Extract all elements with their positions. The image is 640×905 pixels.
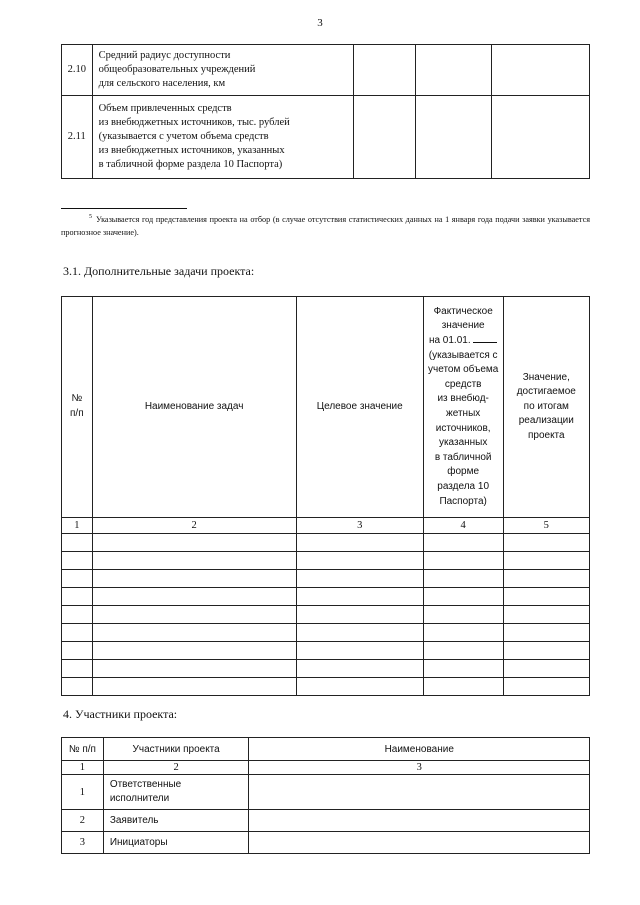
empty-cell[interactable] (296, 624, 423, 642)
empty-cell[interactable] (296, 552, 423, 570)
empty-cell[interactable] (92, 534, 296, 552)
empty-cell[interactable] (353, 96, 416, 179)
empty-cell[interactable] (62, 624, 93, 642)
header-num (62, 297, 93, 518)
column-number: 2 (92, 518, 296, 534)
blank-year-line (473, 334, 497, 343)
row-number: 3 (62, 832, 104, 854)
table-row (62, 678, 590, 696)
text-line: исполнители (109, 793, 170, 804)
empty-cell[interactable] (503, 588, 589, 606)
participants-table (61, 737, 590, 854)
text-line: Значение, (522, 371, 570, 383)
empty-cell[interactable] (92, 552, 296, 570)
text-line: источников, (435, 422, 491, 434)
participant-role: Инициаторы (103, 832, 249, 854)
text-line: Средний радиус доступности (98, 50, 231, 61)
text-line: № (71, 393, 83, 405)
empty-cell[interactable] (296, 678, 423, 696)
text-line: форме (447, 466, 480, 478)
empty-cell[interactable] (92, 624, 296, 642)
empty-cell[interactable] (503, 624, 589, 642)
footnote-text: Указывается год представления проекта на отбор (в случае отсутствия статистических данных на 1 января года подачи заявки указывается прогнозное значение). (61, 215, 590, 237)
text-line: учетом объема (428, 364, 499, 376)
text-line: общеобразовательных учреждений (98, 64, 256, 75)
empty-cell[interactable] (62, 534, 93, 552)
empty-cell[interactable] (423, 678, 503, 696)
empty-cell[interactable] (249, 775, 590, 810)
empty-cell[interactable] (92, 606, 296, 624)
text-line: в табличной (434, 451, 492, 463)
table-row (62, 45, 590, 96)
column-number: 3 (249, 761, 590, 775)
table-row (62, 832, 590, 854)
empty-cell[interactable] (423, 606, 503, 624)
text-fragment: на 01.01. (428, 335, 471, 347)
indicators-table (61, 44, 590, 179)
text-line: в табличной форме раздела 10 Паспорта) (98, 159, 283, 170)
column-number: 2 (103, 761, 249, 775)
row-number: 2.10 (62, 45, 93, 96)
empty-cell[interactable] (249, 810, 590, 832)
section-title: 3.1. Дополнительные задачи проекта: (63, 264, 255, 278)
table-header-row (62, 297, 590, 518)
column-numbers-row (62, 761, 590, 775)
empty-cell[interactable] (296, 534, 423, 552)
empty-cell[interactable] (423, 588, 503, 606)
indicator-name (92, 45, 353, 96)
section-title: 4. Участники проекта: (63, 707, 178, 721)
text-line: раздела 10 (437, 480, 490, 492)
empty-cell[interactable] (92, 642, 296, 660)
empty-cell[interactable] (423, 642, 503, 660)
footnote-divider (61, 208, 187, 209)
empty-cell[interactable] (296, 642, 423, 660)
table-row (62, 588, 590, 606)
text-line: (указывается с (428, 349, 498, 361)
empty-cell[interactable] (62, 570, 93, 588)
indicator-name (92, 96, 353, 179)
empty-cell[interactable] (416, 96, 492, 179)
row-number: 2 (62, 810, 104, 832)
empty-cell[interactable] (503, 552, 589, 570)
header-target-value: Целевое значение (296, 297, 423, 518)
table-row (62, 534, 590, 552)
header-num: № п/п (62, 738, 104, 761)
page-number: 3 (317, 17, 323, 29)
row-number: 1 (62, 775, 104, 810)
footnote-marker: 5 (89, 214, 92, 220)
table-row (62, 624, 590, 642)
table-row (62, 552, 590, 570)
table-row (62, 775, 590, 810)
empty-cell[interactable] (353, 45, 416, 96)
empty-cell[interactable] (296, 660, 423, 678)
table-header-row (62, 738, 590, 761)
additional-tasks-table (61, 296, 590, 696)
text-line: средств (444, 378, 482, 390)
empty-cell[interactable] (92, 678, 296, 696)
empty-cell[interactable] (503, 606, 589, 624)
empty-cell[interactable] (92, 570, 296, 588)
empty-cell[interactable] (249, 832, 590, 854)
text-line: из внебюджетных источников, указанных (98, 145, 285, 156)
text-line: (указывается с учетом объема средств (98, 131, 269, 142)
column-number: 4 (423, 518, 503, 534)
empty-cell[interactable] (423, 660, 503, 678)
empty-cell[interactable] (62, 660, 93, 678)
header-achieved-value (503, 297, 589, 518)
header-task-name: Наименование задач (92, 297, 296, 518)
table-row (62, 810, 590, 832)
text-line: Объем привлеченных средств (98, 103, 232, 114)
text-line: проекта (527, 429, 565, 441)
empty-cell[interactable] (503, 678, 589, 696)
empty-cell[interactable] (62, 552, 93, 570)
text-line: Ответственные (109, 779, 182, 790)
text-line (424, 334, 503, 349)
empty-cell[interactable] (492, 96, 590, 179)
empty-cell[interactable] (62, 606, 93, 624)
empty-cell[interactable] (503, 570, 589, 588)
text-line: для сельского населения, км (98, 78, 226, 89)
text-line: указанных (438, 437, 488, 449)
empty-cell[interactable] (503, 660, 589, 678)
participant-role (103, 775, 249, 810)
header-actual-value (423, 297, 503, 518)
empty-cell[interactable] (296, 606, 423, 624)
text-line: достигаемое (516, 386, 576, 398)
text-line: жетных (446, 408, 481, 419)
empty-cell[interactable] (62, 588, 93, 606)
column-number: 1 (62, 518, 93, 534)
empty-cell[interactable] (423, 570, 503, 588)
empty-cell[interactable] (62, 678, 93, 696)
text-line: Фактическое (433, 305, 493, 317)
empty-cell[interactable] (423, 534, 503, 552)
column-number: 1 (62, 761, 104, 775)
text-line: из внебюд- (437, 393, 489, 405)
empty-cell[interactable] (296, 570, 423, 588)
column-numbers-row (62, 518, 590, 534)
table-row (62, 96, 590, 179)
footnote (61, 211, 590, 239)
text-line: из внебюджетных источников, тыс. рублей (98, 117, 290, 128)
header-participants: Участники проекта (103, 738, 249, 761)
empty-cell[interactable] (423, 552, 503, 570)
empty-cell[interactable] (296, 588, 423, 606)
text-line: реализации (518, 415, 574, 427)
row-number: 2.11 (62, 96, 93, 179)
text-line: Паспорта) (439, 495, 487, 507)
empty-cell[interactable] (423, 624, 503, 642)
column-number: 3 (296, 518, 423, 534)
header-name: Наименование (249, 738, 590, 761)
text-line: п/п (70, 408, 84, 419)
empty-cell[interactable] (416, 45, 492, 96)
empty-cell[interactable] (492, 45, 590, 96)
participant-role: Заявитель (103, 810, 249, 832)
empty-cell[interactable] (503, 642, 589, 660)
table-row (62, 570, 590, 588)
text-line: значение (441, 320, 485, 332)
empty-cell[interactable] (92, 588, 296, 606)
table-row (62, 642, 590, 660)
empty-cell[interactable] (92, 660, 296, 678)
table-row (62, 606, 590, 624)
empty-cell[interactable] (503, 534, 589, 552)
column-number: 5 (503, 518, 589, 534)
table-row (62, 660, 590, 678)
empty-cell[interactable] (62, 642, 93, 660)
text-line: по итогам (523, 400, 569, 412)
